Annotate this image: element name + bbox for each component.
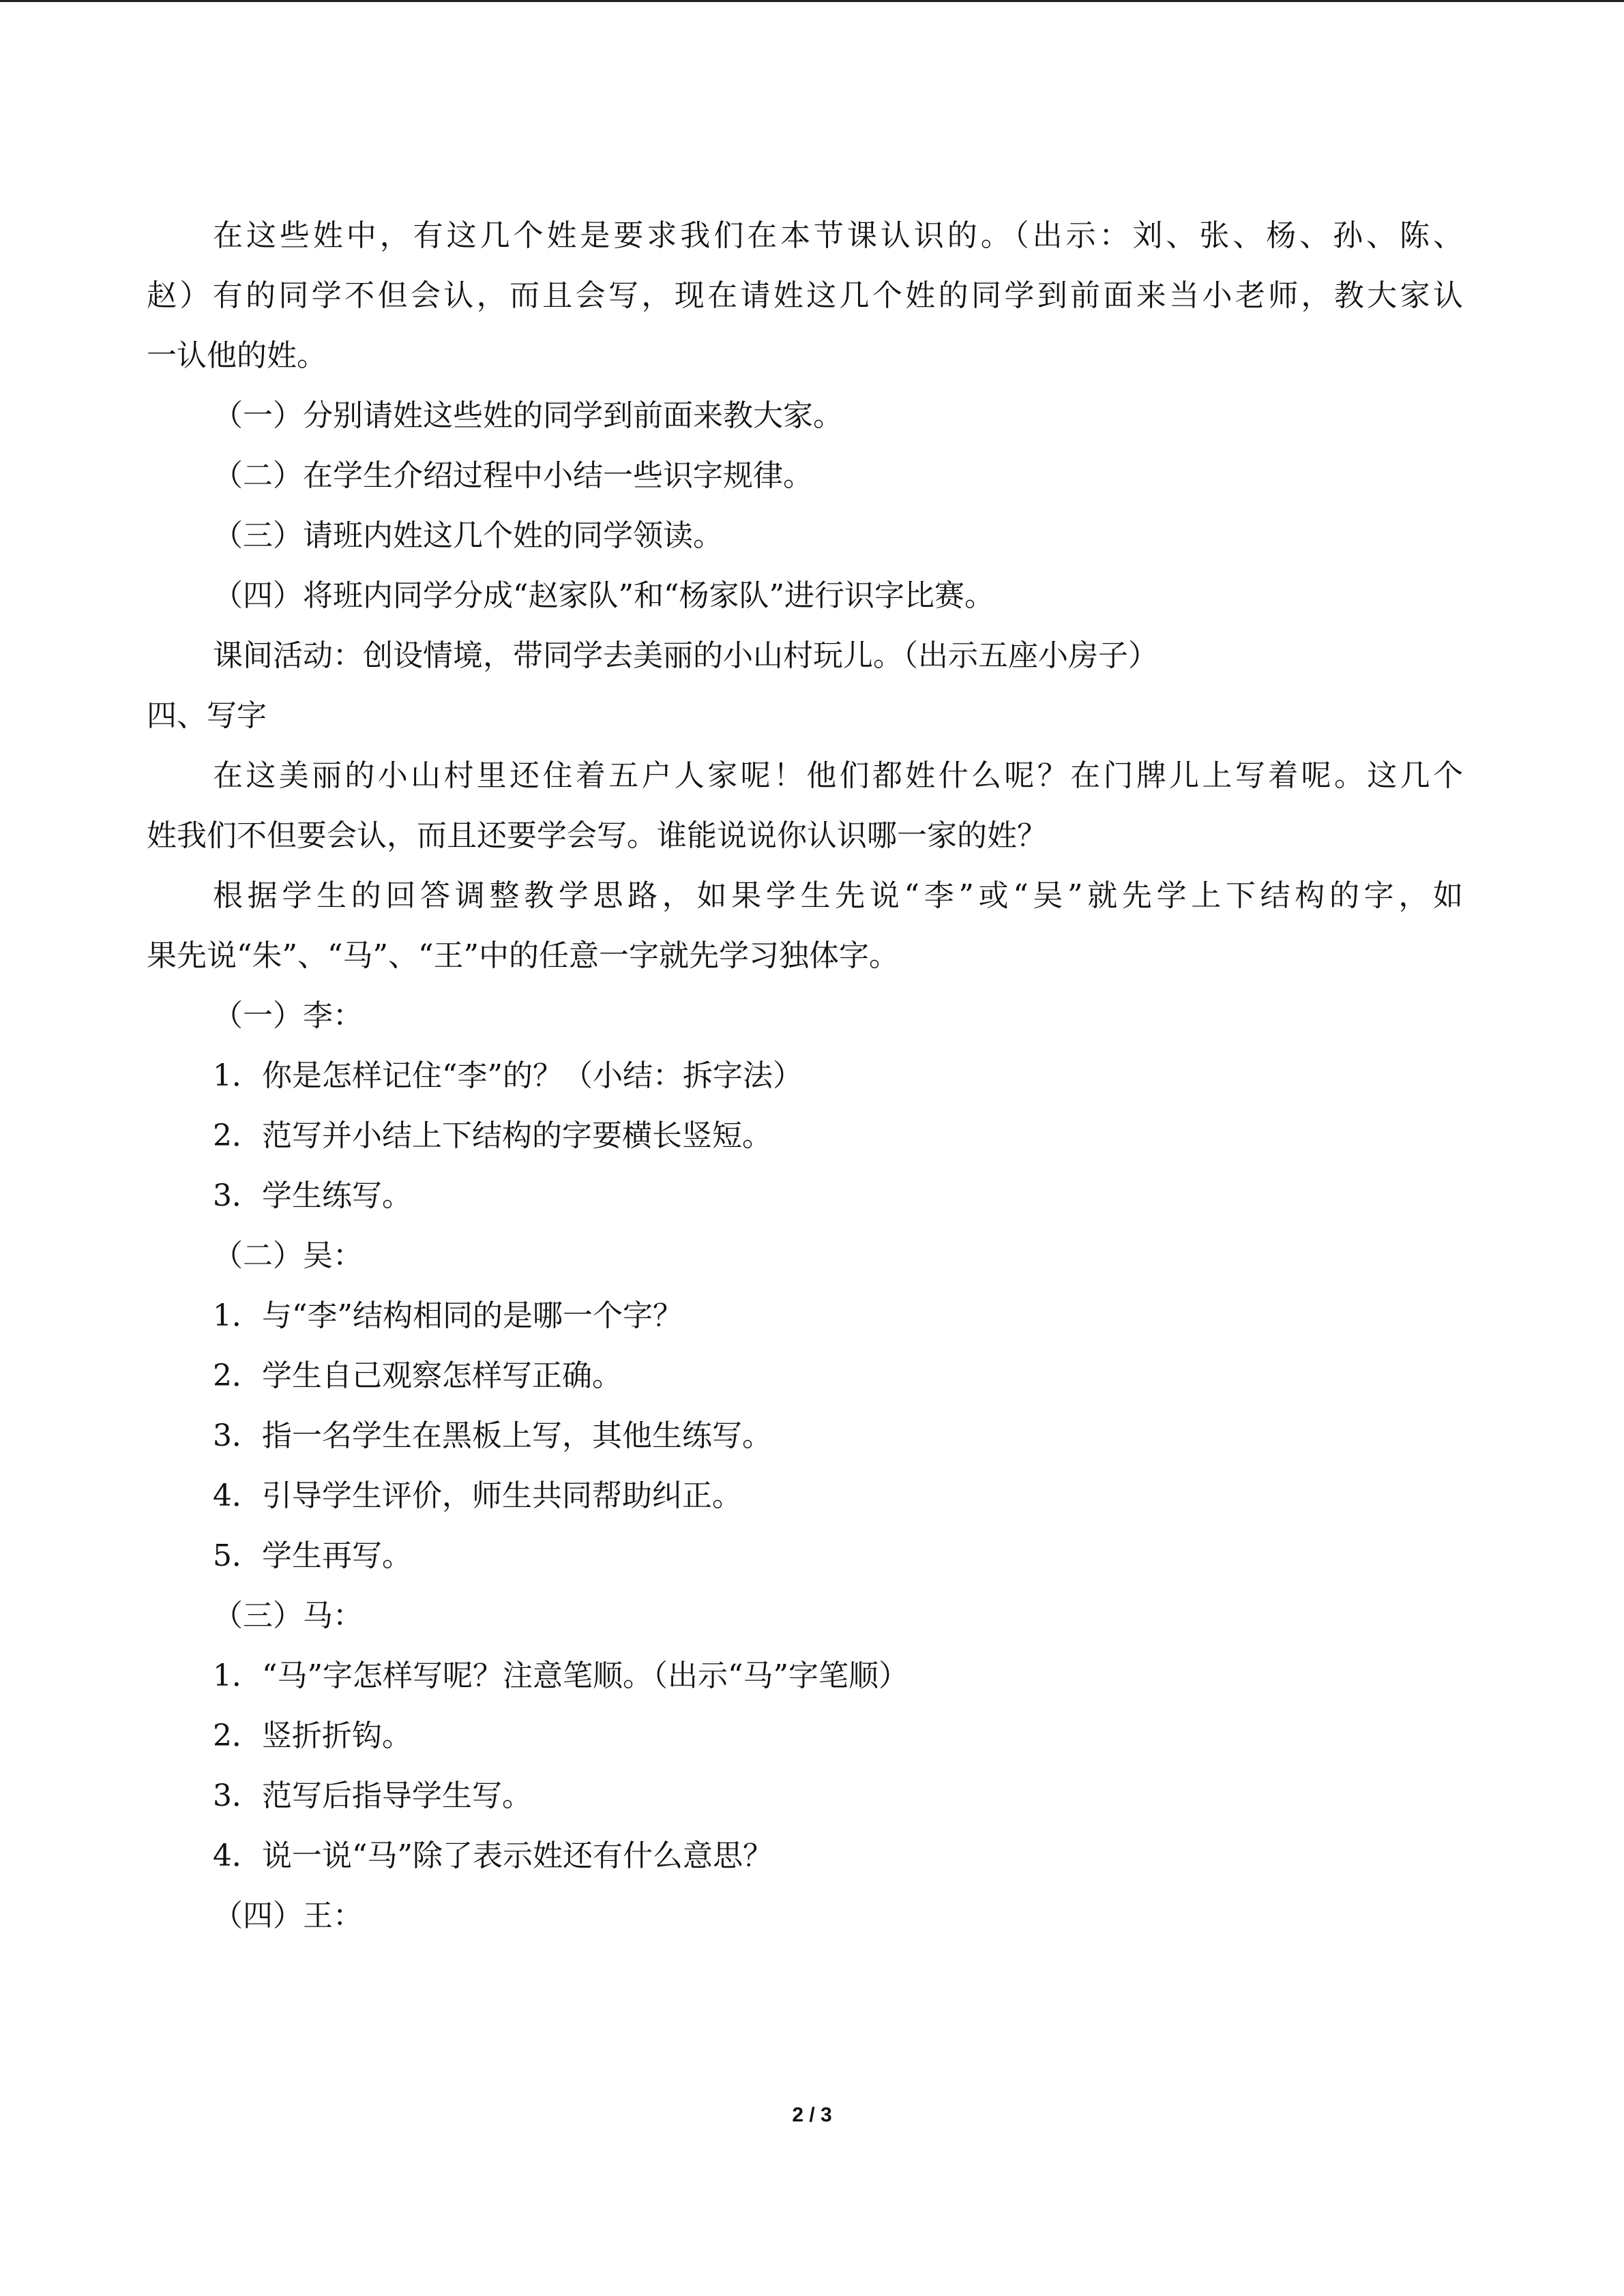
list-item: （三）请班内姓这几个姓的同学领读。 <box>213 518 723 553</box>
list-item: 1．与“李”结构相同的是哪一个字？ <box>213 1298 683 1333</box>
list-item: 1．“马”字怎样写呢？注意笔顺。（出示“马”字笔顺） <box>213 1658 909 1693</box>
list-item: （二）在学生介绍过程中小结一些识字规律。 <box>213 458 813 493</box>
list-item: 3．学生练写。 <box>213 1178 412 1213</box>
paragraph-line: 一认他的姓。 <box>147 338 327 373</box>
list-item: 2．学生自己观察怎样写正确。 <box>213 1358 622 1393</box>
top-border-line <box>0 0 1624 2</box>
list-item: 1．你是怎样记住“李”的？（小结：拆字法） <box>213 1058 803 1093</box>
list-item: 4．说一说“马”除了表示姓还有什么意思？ <box>213 1838 773 1873</box>
list-item: 2．竖折折钩。 <box>213 1718 412 1753</box>
section-heading: 四、写字 <box>147 698 267 733</box>
paragraph-line: 在这些姓中，有这几个姓是要求我们在本节课认识的。（出示：刘、张、杨、孙、陈、 <box>213 218 1463 253</box>
list-item: （一）分别请姓这些姓的同学到前面来教大家。 <box>213 398 843 433</box>
list-item: 2．范写并小结上下结构的字要横长竖短。 <box>213 1118 772 1153</box>
paragraph-line: 课间活动：创设情境，带同学去美丽的小山村玩儿。（出示五座小房子） <box>213 638 1158 673</box>
paragraph-line: 在这美丽的小山村里还住着五户人家呢！他们都姓什么呢？在门牌儿上写着呢。这几个 <box>213 758 1463 793</box>
list-item: 3．范写后指导学生写。 <box>213 1778 532 1813</box>
paragraph-line: 姓我们不但要会认，而且还要学会写。谁能说说你认识哪一家的姓？ <box>147 818 1047 853</box>
list-item: 5．学生再写。 <box>213 1538 412 1573</box>
paragraph-line: 根据学生的回答调整教学思路，如果学生先说“李”或“吴”就先学上下结构的字，如 <box>213 878 1463 913</box>
paragraph-line: 赵）有的同学不但会认，而且会写，现在请姓这几个姓的同学到前面来当小老师，教大家认 <box>147 278 1463 313</box>
subsection-heading: （三）马： <box>213 1598 363 1633</box>
list-item: 3．指一名学生在黑板上写，其他生练写。 <box>213 1418 772 1453</box>
subsection-heading: （一）李： <box>213 998 363 1033</box>
subsection-heading: （二）吴： <box>213 1238 363 1273</box>
page-number: 2 / 3 <box>792 2104 832 2126</box>
list-item: 4．引导学生评价，师生共同帮助纠正。 <box>213 1478 742 1513</box>
subsection-heading: （四）王： <box>213 1898 363 1933</box>
paragraph-line: 果先说“朱”、“马”、“王”中的任意一字就先学习独体字。 <box>147 938 899 973</box>
list-item: （四）将班内同学分成“赵家队”和“杨家队”进行识字比赛。 <box>213 578 994 613</box>
